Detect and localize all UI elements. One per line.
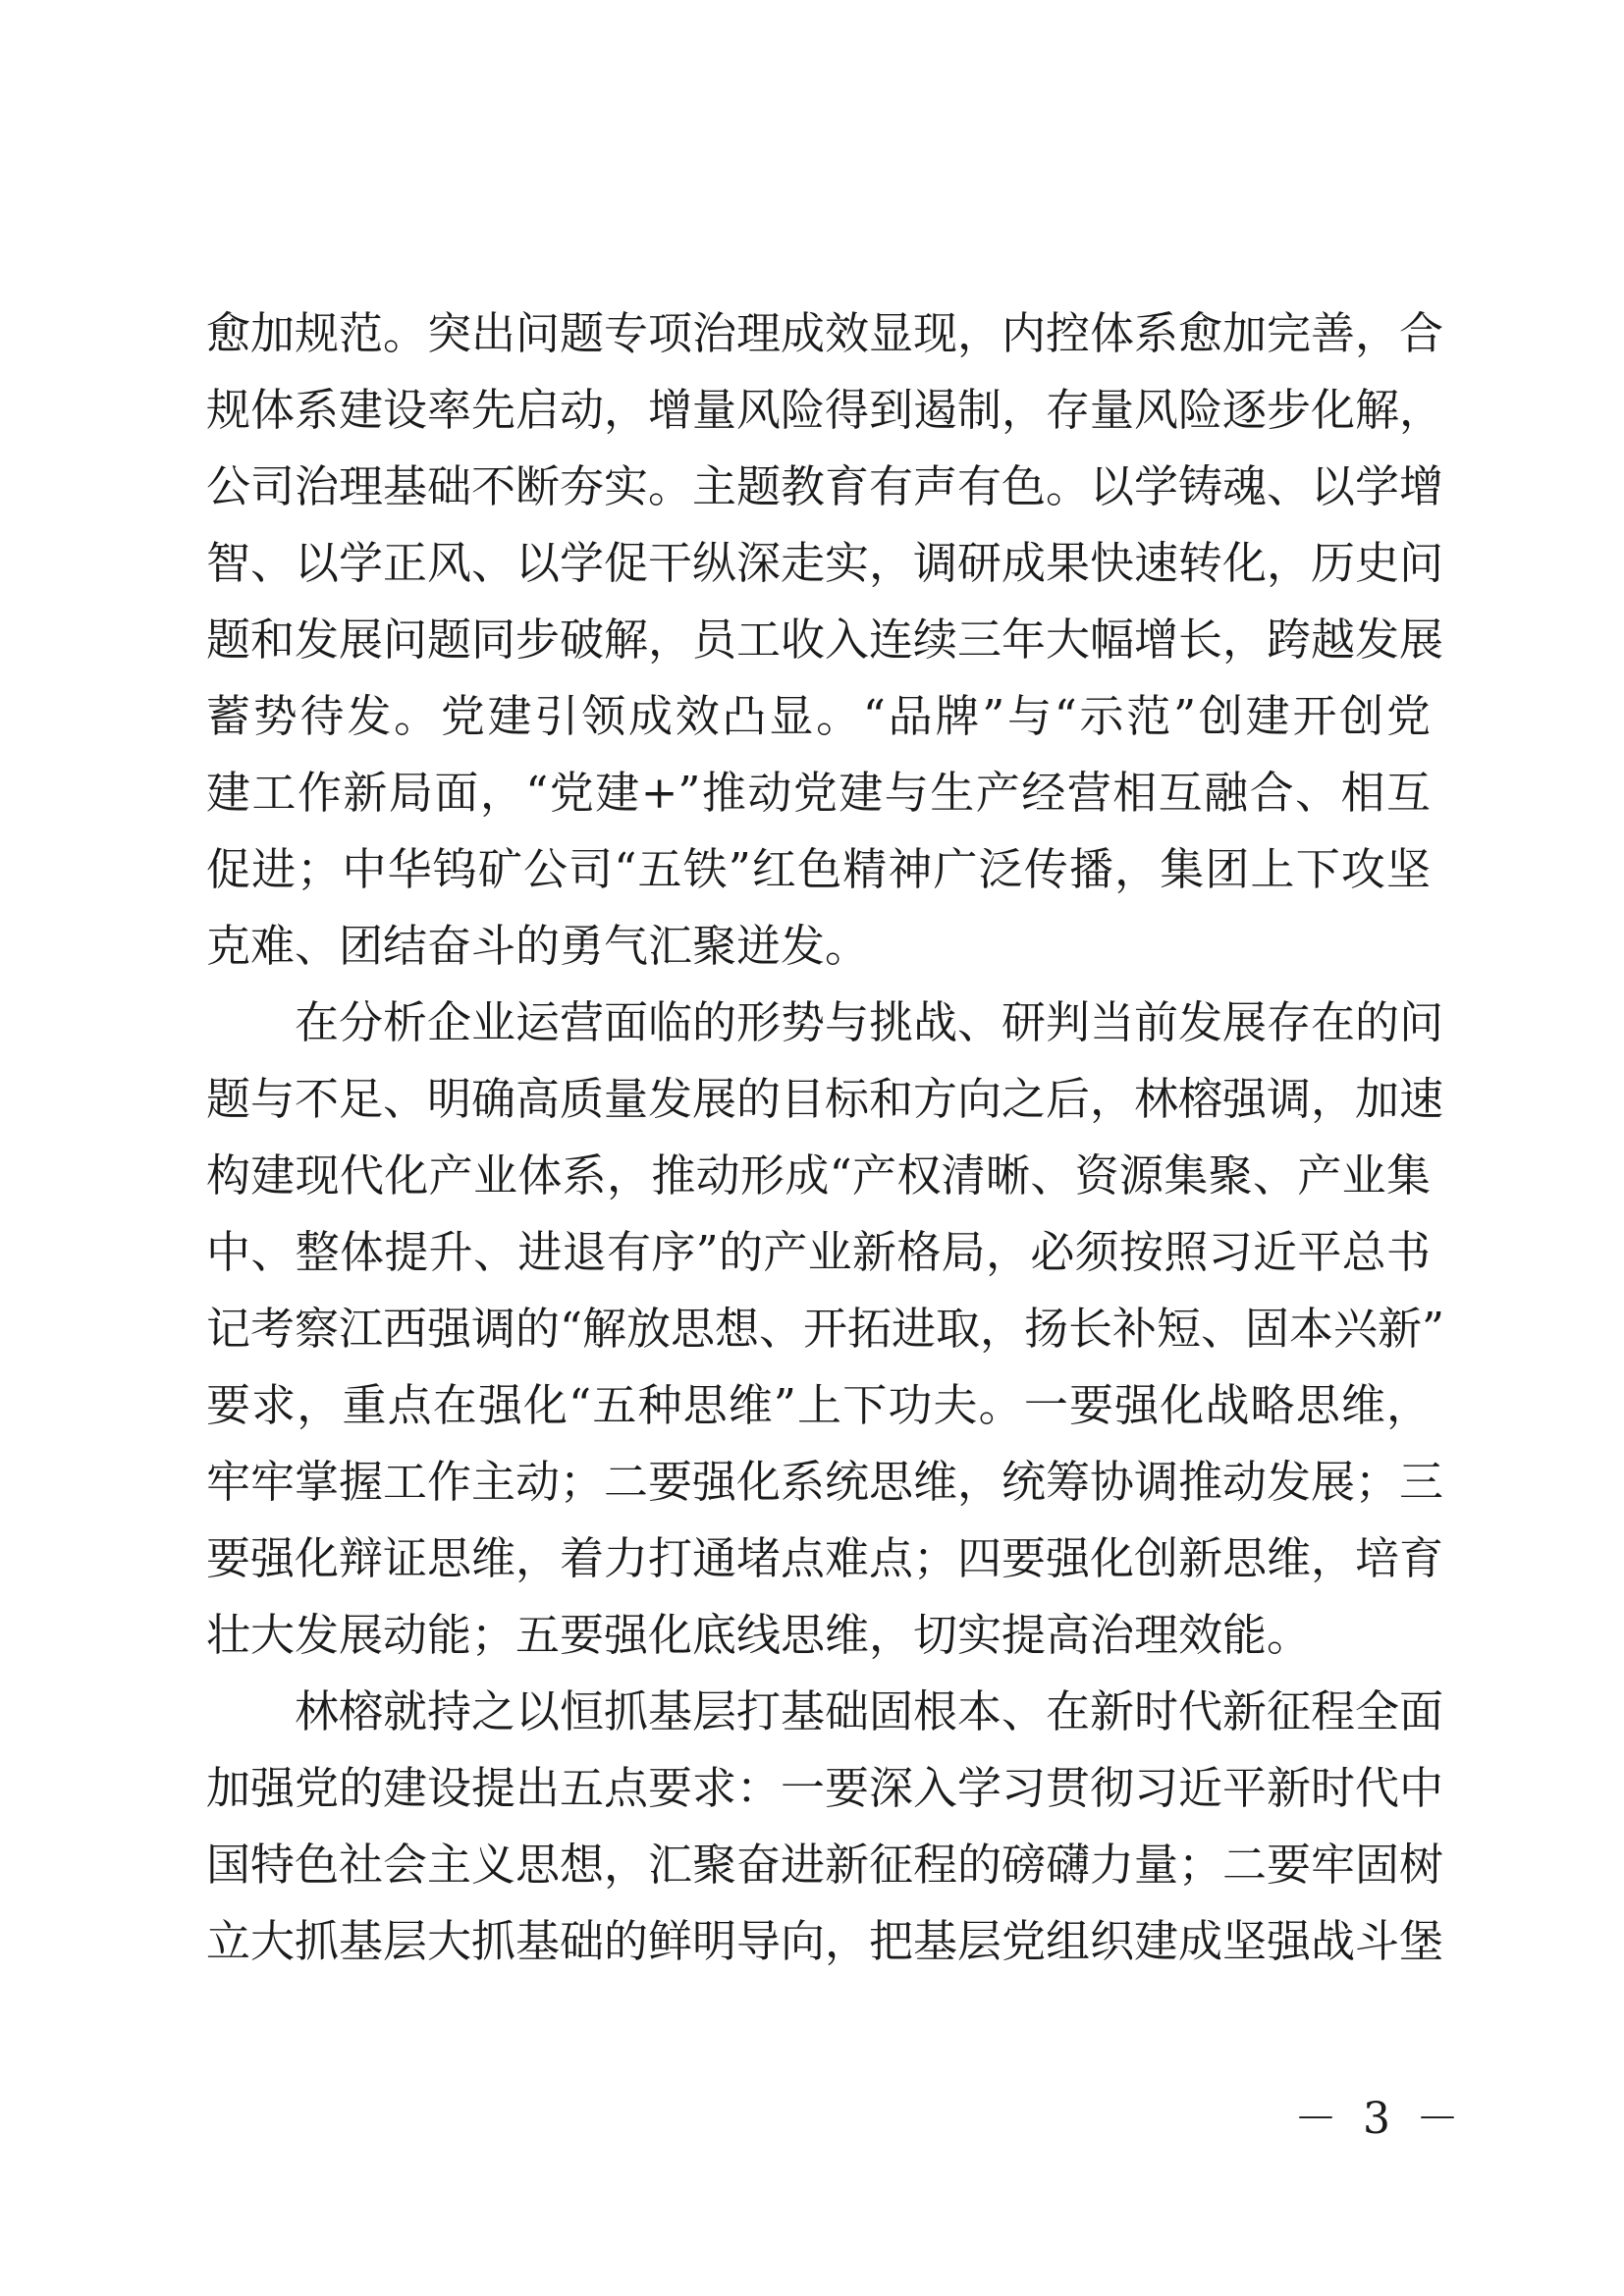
text-line: 规体系建设率先启动，增量风险得到遏制，存量风险逐步化解， bbox=[206, 384, 1444, 436]
text-line: 记考察江西强调的“解放思想、开拓进取，扬长补短、固本兴新” bbox=[206, 1303, 1445, 1355]
document-body bbox=[206, 295, 1445, 1980]
text-line: 愈加规范。突出问题专项治理成效显现，内控体系愈加完善，合 bbox=[206, 307, 1444, 359]
text-line: 题和发展问题同步破解，员工收入连续三年大幅增长，跨越发展 bbox=[206, 614, 1444, 666]
text-line: 在分析企业运营面临的形势与挑战、研判当前发展存在的问 bbox=[295, 996, 1444, 1048]
text-line: 要强化辩证思维，着力打通堵点难点；四要强化创新思维，培育 bbox=[206, 1532, 1444, 1584]
text-line: 智、以学正风、以学促干纵深走实，调研成果快速转化，历史问 bbox=[206, 537, 1444, 589]
text-line: 公司治理基础不断夯实。主题教育有声有色。以学铸魂、以学增 bbox=[206, 460, 1444, 512]
text-line: 构建现代化产业体系，推动形成“产权清晰、资源集聚、产业集 bbox=[206, 1149, 1431, 1201]
text-line: 中、整体提升、进退有序”的产业新格局，必须按照习近平总书 bbox=[206, 1226, 1431, 1278]
text-line: 国特色社会主义思想，汇聚奋进新征程的磅礴力量；二要牢固树 bbox=[206, 1839, 1444, 1891]
paragraph bbox=[206, 295, 1444, 985]
paragraph bbox=[206, 985, 1445, 1674]
text-line: 加强党的建设提出五点要求：一要深入学习贯彻习近平新时代中 bbox=[206, 1762, 1444, 1814]
text-line: 促进；中华钨矿公司“五铁”红色精神广泛传播，集团上下攻坚 bbox=[206, 843, 1431, 895]
text-line: 牢牢掌握工作主动；二要强化系统思维，统筹协调推动发展；三 bbox=[206, 1456, 1444, 1508]
page-number: － 3 － bbox=[1294, 2094, 1465, 2144]
paragraph bbox=[206, 1674, 1444, 1980]
text-line: 林榕就持之以恒抓基层打基础固根本、在新时代新征程全面 bbox=[295, 1685, 1444, 1737]
text-line: 题与不足、明确高质量发展的目标和方向之后，林榕强调，加速 bbox=[206, 1073, 1444, 1125]
text-line: 立大抓基层大抓基础的鲜明导向，把基层党组织建成坚强战斗堡 bbox=[206, 1915, 1444, 1967]
text-line: 蓄势待发。党建引领成效凸显。“品牌”与“示范”创建开创党 bbox=[206, 690, 1431, 742]
text-line: 建工作新局面，“党建+”推动党建与生产经营相互融合、相互 bbox=[206, 767, 1431, 819]
text-line: 要求，重点在强化“五种思维”上下功夫。一要强化战略思维， bbox=[206, 1379, 1431, 1431]
text-line: 克难、团结奋斗的勇气汇聚迸发。 bbox=[206, 920, 870, 972]
text-line: 壮大发展动能；五要强化底线思维，切实提高治理效能。 bbox=[206, 1609, 1312, 1661]
